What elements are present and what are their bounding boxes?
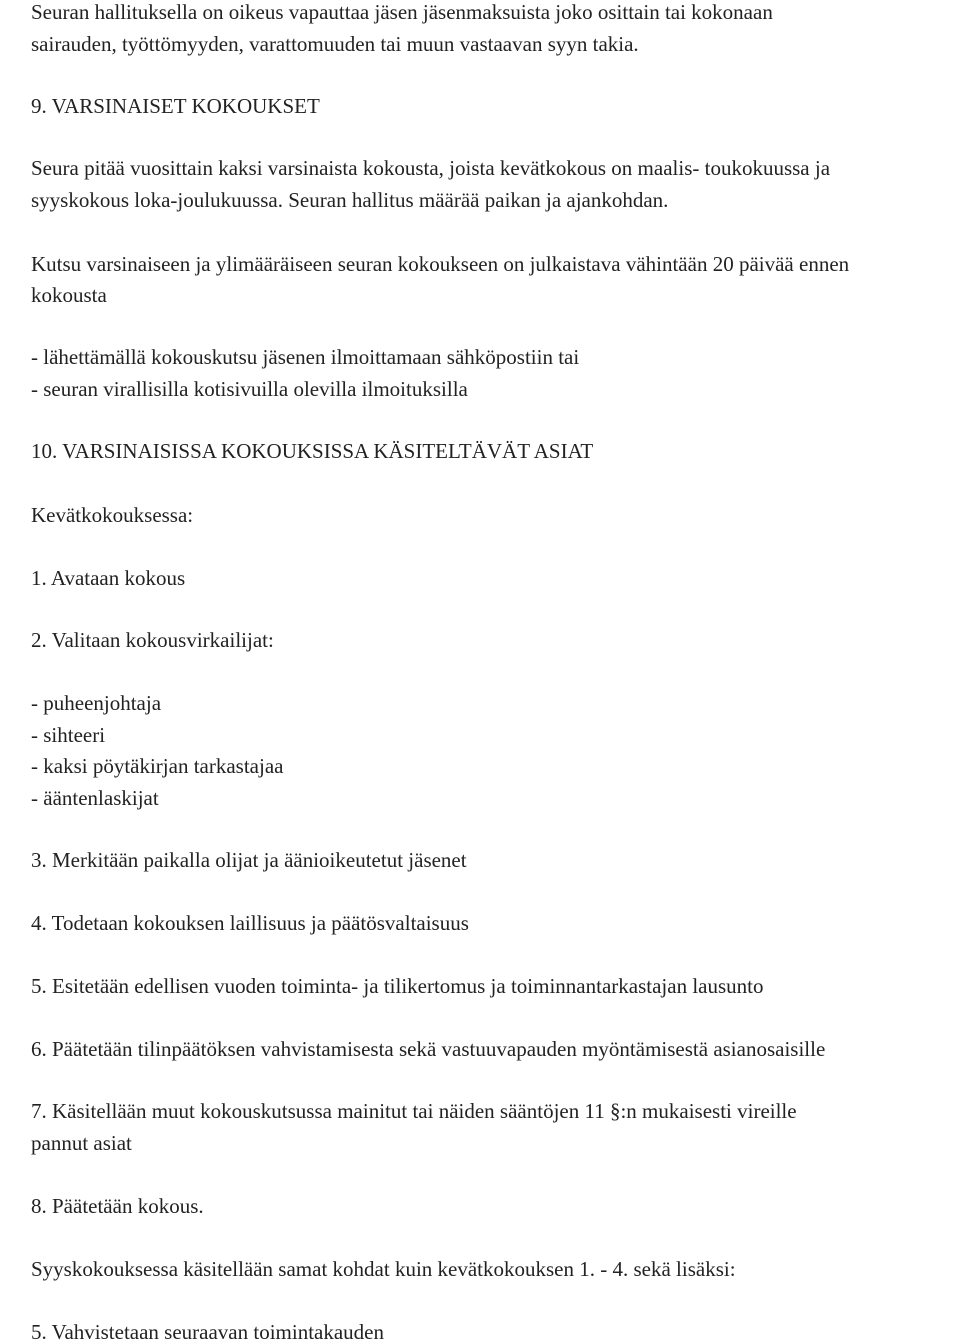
section-10-heading: 10. VARSINAISISSA KOKOUKSISSA KÄSITELTÄVÄT ASIAT: [31, 439, 594, 463]
invitation-paragraph-line-1: Kutsu varsinaiseen ja ylimääräiseen seuran kokoukseen on julkaistava vähintään 20 päivää ennen: [31, 252, 850, 276]
official-vote-counters: - ääntenlaskijat: [31, 786, 159, 810]
official-secretary: - sihteeri: [31, 723, 106, 747]
agenda-item-2: 2. Valitaan kokousvirkailijat:: [31, 628, 274, 652]
intro-line-1: Seuran hallituksella on oikeus vapauttaa jäsen jäsenmaksuista joko osittain tai kokonaan: [31, 0, 773, 24]
agenda-item-3: 3. Merkitään paikalla olijat ja äänioikeutetut jäsenet: [31, 848, 467, 872]
agenda-item-5: 5. Esitetään edellisen vuoden toiminta- ja tilikertomus ja toiminnantarkastajan lausunto: [31, 974, 764, 998]
section-9-heading: 9. VARSINAISET KOKOUKSET: [31, 94, 320, 118]
meetings-paragraph-line-1: Seura pitää vuosittain kaksi varsinaista kokousta, joista kevätkokous on maalis- toukokuussa ja: [31, 156, 831, 180]
agenda-item-4: 4. Todetaan kokouksen laillisuus ja päätösvaltaisuus: [31, 911, 469, 935]
agenda-item-6: 6. Päätetään tilinpäätöksen vahvistamisesta sekä vastuuvapauden myöntämisestä asianosaisille: [31, 1037, 826, 1061]
agenda-item-1: 1. Avataan kokous: [31, 566, 186, 590]
official-chair: - puheenjohtaja: [31, 691, 162, 715]
autumn-meeting-intro: Syyskokouksessa käsitellään samat kohdat kuin kevätkokouksen 1. - 4. sekä lisäksi:: [31, 1257, 736, 1281]
invitation-paragraph-line-2: kokousta: [31, 283, 107, 307]
official-minute-checkers: - kaksi pöytäkirjan tarkastajaa: [31, 754, 284, 778]
spring-meeting-label: Kevätkokouksessa:: [31, 503, 194, 527]
meetings-paragraph-line-2: syyskokous loka-joulukuussa. Seuran hallitus määrää paikan ja ajankohdan.: [31, 188, 669, 212]
autumn-agenda-item-5: 5. Vahvistetaan seuraavan toimintakauden: [31, 1320, 385, 1344]
agenda-item-7-line-2: pannut asiat: [31, 1131, 132, 1155]
agenda-item-8: 8. Päätetään kokous.: [31, 1194, 204, 1218]
invitation-method-website: - seuran virallisilla kotisivuilla olevilla ilmoituksilla: [31, 377, 468, 401]
intro-line-2: sairauden, työttömyyden, varattomuuden tai muun vastaavan syyn takia.: [31, 32, 639, 56]
invitation-method-email: - lähettämällä kokouskutsu jäsenen ilmoittamaan sähköpostiin tai: [31, 345, 580, 369]
agenda-item-7-line-1: 7. Käsitellään muut kokouskutsussa mainitut tai näiden sääntöjen 11 §:n mukaisesti vireille: [31, 1099, 797, 1123]
